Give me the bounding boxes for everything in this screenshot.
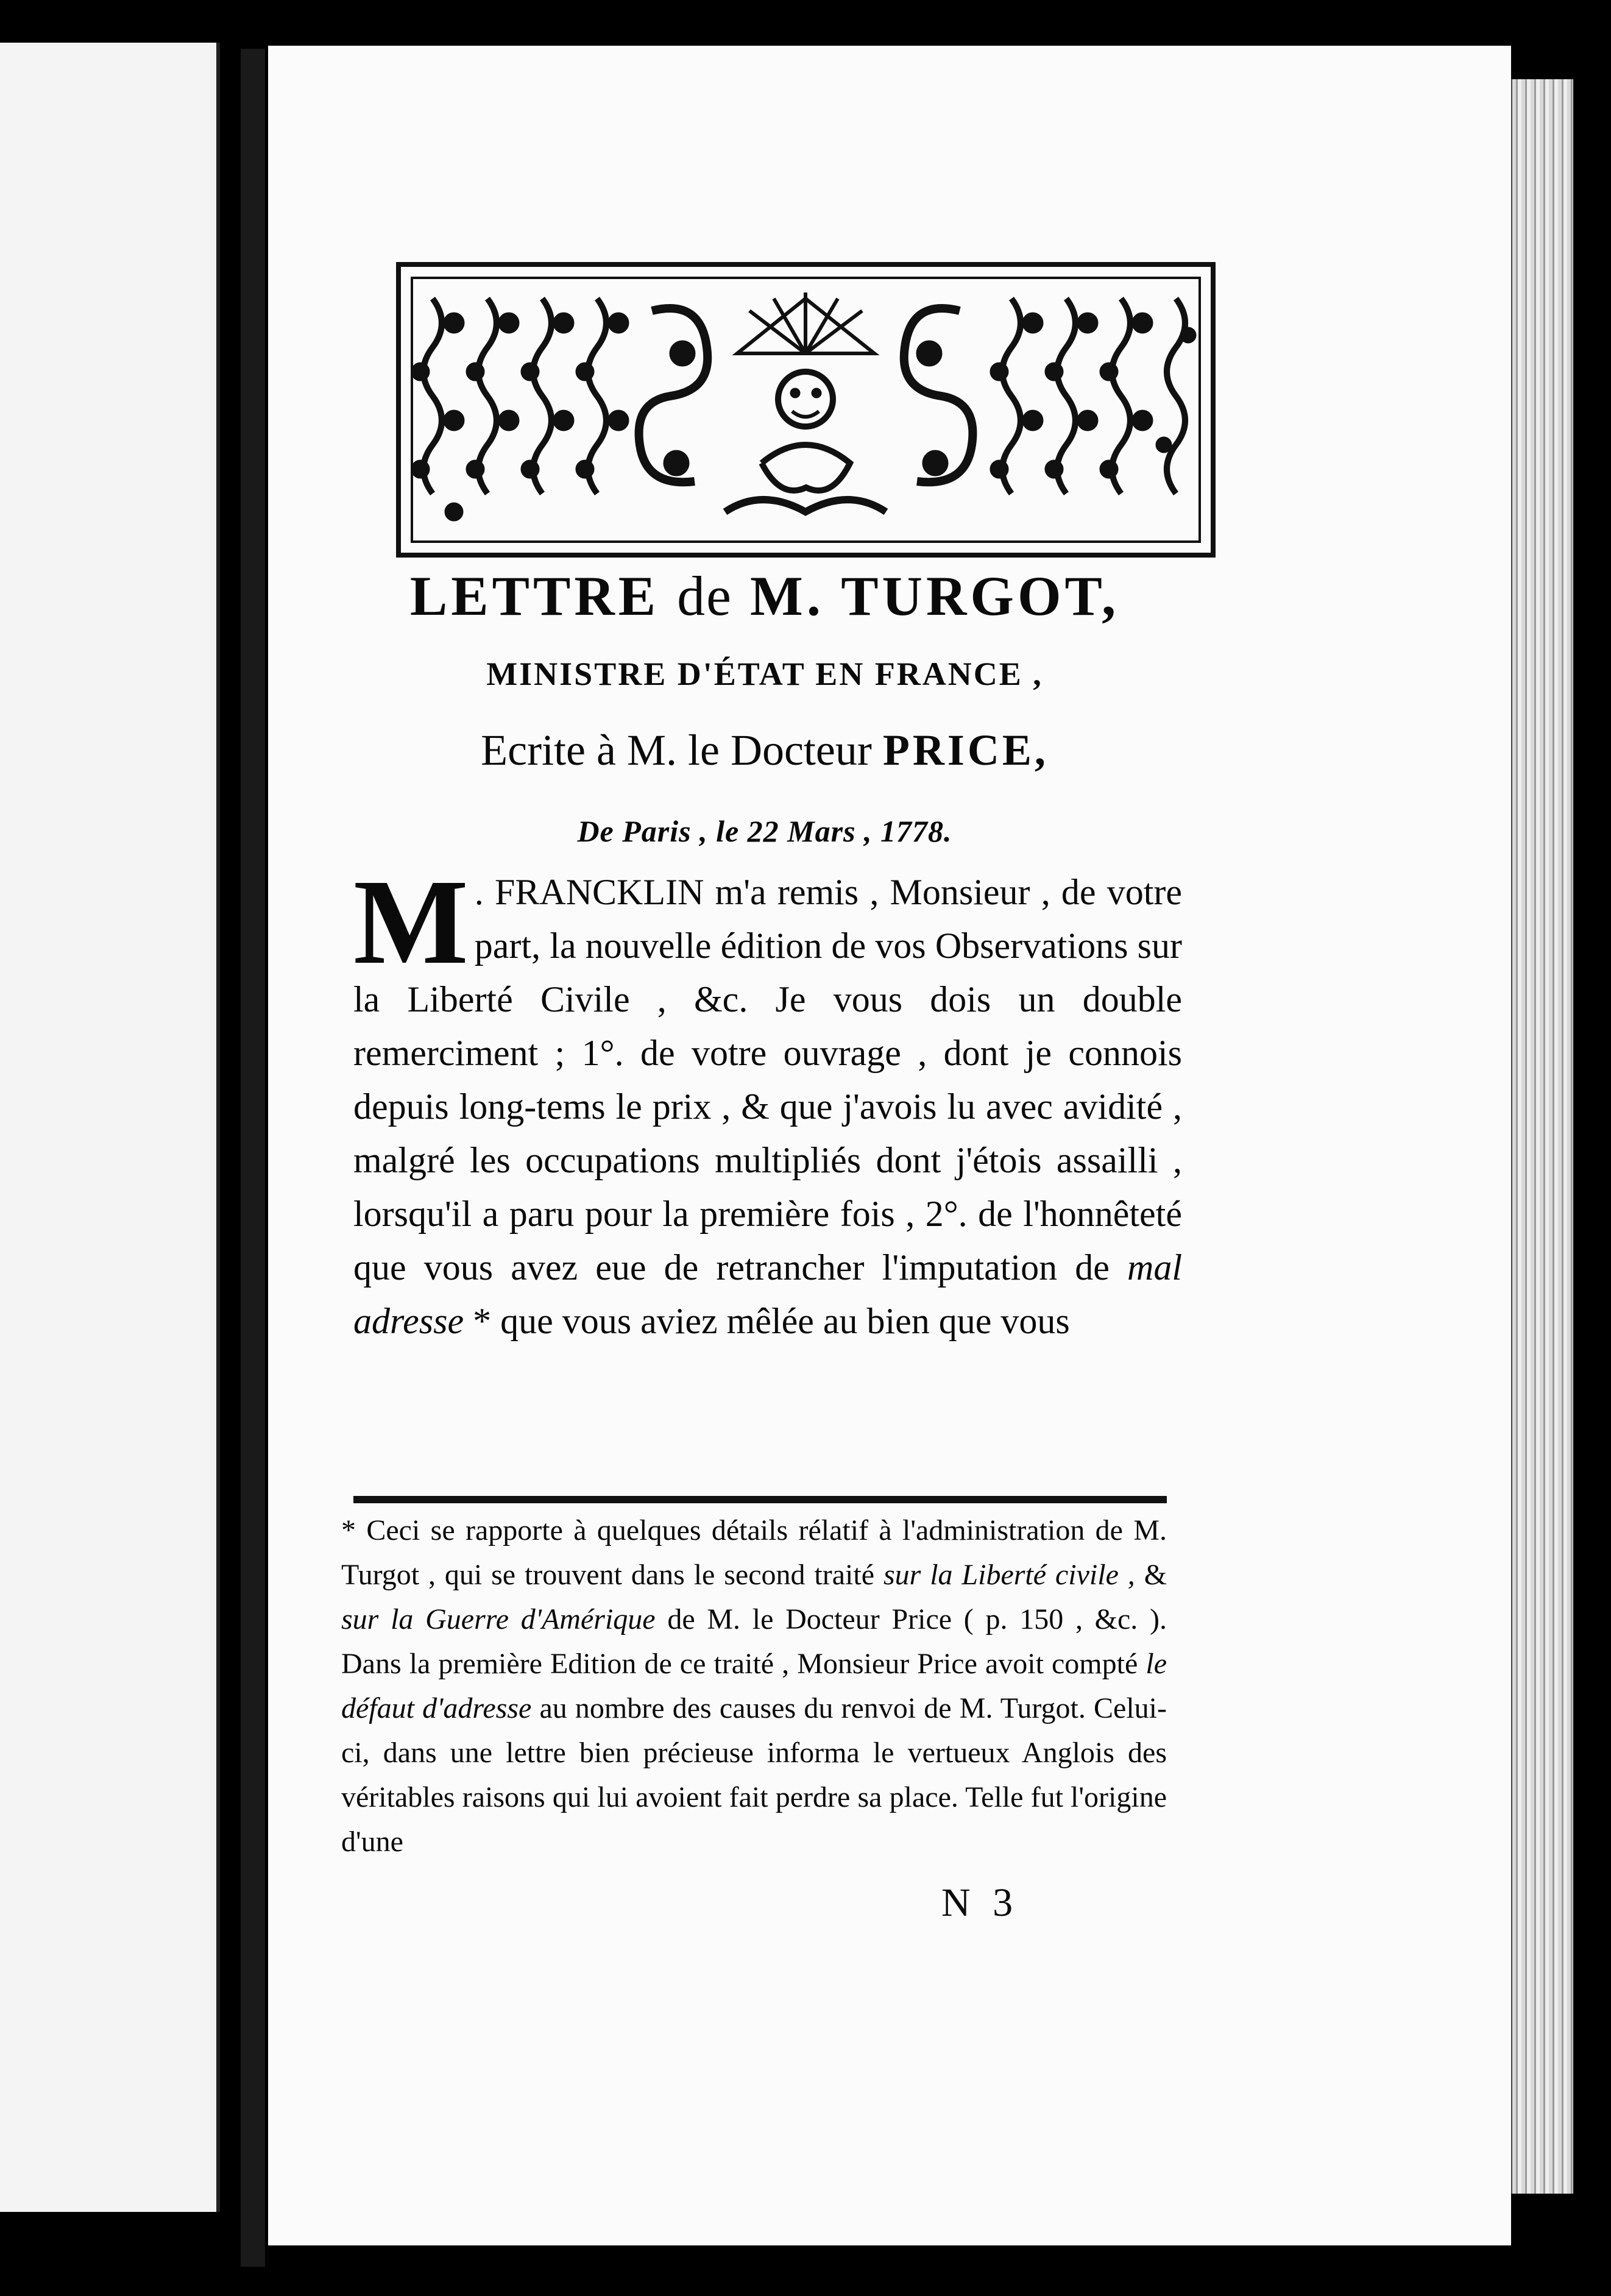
floral-column-right: [991, 299, 1195, 494]
title-lettre: LETTRE: [409, 565, 660, 627]
footnote-part-4: au nombre des causes du renvoi de M. Turgot. Celui-ci, dans une lettre bien précieuse informa le vertueux Anglois des véritables raisons qui lui avoient fait perdre sa place. Telle fut l'origine d'une: [341, 1692, 1167, 1858]
floral-column-left: [412, 299, 628, 520]
headpiece-ornament: [396, 262, 1216, 558]
left-facing-page: [0, 43, 220, 2212]
footnote-part-2: &: [1144, 1559, 1167, 1591]
footnote-italic-3: le défaut d'adresse: [341, 1648, 1167, 1724]
sunburst: [737, 292, 874, 353]
letter-body: [353, 855, 1182, 1348]
footnote-rule: [353, 1496, 1167, 1503]
footnote-italic-2: sur la Guerre d'Amérique: [341, 1603, 656, 1635]
signature-mark: N 3: [941, 1880, 1019, 1925]
footnote-italic-1: sur la Liberté civile ,: [883, 1559, 1135, 1591]
title-de: de: [677, 565, 733, 627]
letter-subtitle: MINISTRE D'ÉTAT EN FRANCE ,: [486, 656, 1043, 692]
book-gutter: [241, 49, 265, 2267]
footnote: [341, 1508, 1167, 1864]
title-name: M. TURGOT,: [750, 565, 1120, 627]
addressee-name: PRICE,: [882, 726, 1049, 774]
page-edges: [1511, 79, 1573, 2194]
addressee-prefix: Ecrite à M. le Docteur: [481, 726, 872, 774]
addressee-line: [341, 725, 1188, 776]
body-text: . FRANCKLIN m'a remis , Monsieur , de votre part, la nouvelle édition de vos Observations sur la Liberté Civile , &c. Je vous dois un double remerciment ; 1°. de votre ouvrage , dont je connois depuis long-tems le prix , & que j'avois lu avec avidité , malgré les occupations multipliés dont j'étois assailli , lorsqu'il a paru pour la première fois , 2°. de l'honnêteté que vous avez eue de retrancher l'imputation de: [353, 872, 1182, 1288]
body-emphasis: mal adresse: [353, 1247, 1182, 1341]
body-tail: * que vous aviez mêlée au bien que vous: [473, 1301, 1070, 1341]
drop-cap: M: [353, 855, 469, 990]
letter-title: [341, 564, 1188, 628]
footnote-part-3: de M. le Docteur Price ( p. 150 , &c. ). Dans la première Edition de ce traité , Monsieur Price avoit compté: [341, 1603, 1167, 1680]
dateline: De Paris , le 22 Mars , 1778.: [577, 814, 952, 848]
footnote-part-1: * Ceci se rapporte à quelques détails rélatif à l'administration de M. Turgot , qui se trouvent dans le second traité: [341, 1514, 1167, 1591]
